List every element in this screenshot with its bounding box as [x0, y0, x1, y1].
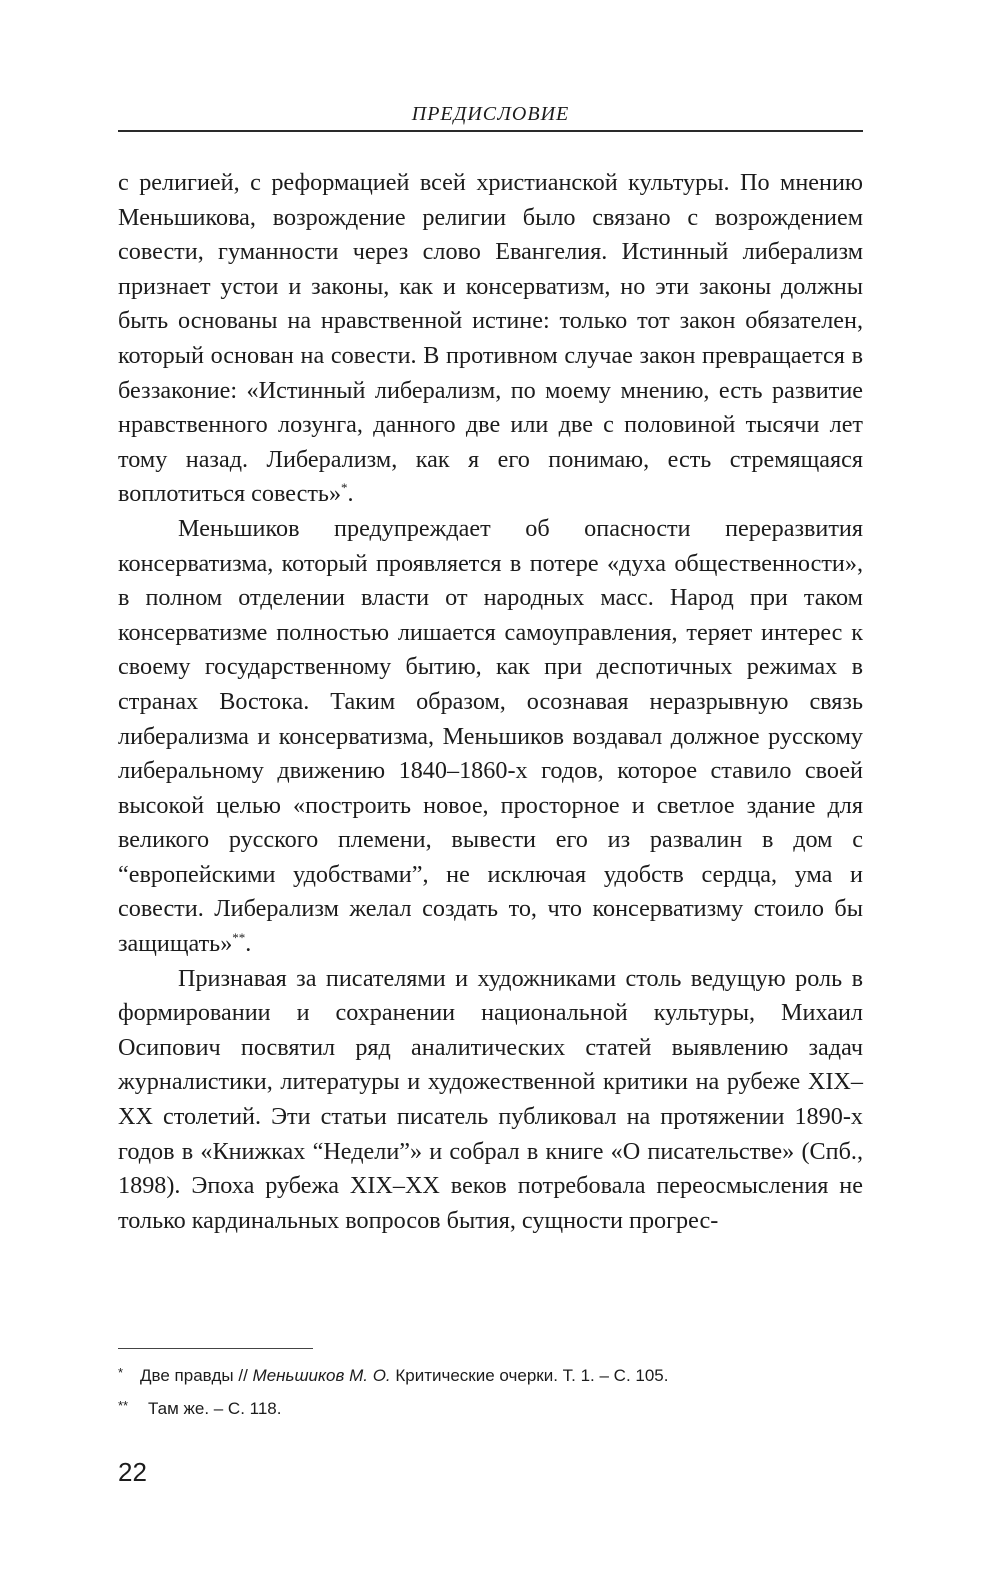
footnote-1-author: Меньшиков М. О.	[252, 1366, 391, 1385]
paragraph-3-text: Признавая за писателями и художниками столь ведущую роль в формировании и сохранении национальной культуры, Михаил Осипович посвятил ряд аналитических статей выявлению задач журналистики, литературы и художественной критики на рубеже XIX–XX столетий. Эти статьи писатель публиковал на протяжении 1890-х годов в «Книжках “Недели”» и собрал в книге «О писательстве» (Спб., 1898). Эпоха рубежа XIX–XX веков потребовала переосмысления не только кардинальных вопросов бытия, сущности прогрес-	[118, 964, 863, 1234]
footnote-2-text: Там же. – С. 118.	[148, 1399, 282, 1418]
paragraph-1-text: с религией, с реформацией всей христианской культуры. По мнению Меньшикова, возрождение религии было связано с возрождением совести, гуманности через слово Евангелия. Истинный либерализм признает устои и законы, как и консерватизм, но эти законы должны быть основаны на нравственной истине: только тот закон обязателен, который основан на совести. В противном случае закон превращается в беззаконие: «Истинный либерализм, по моему мнению, есть развитие нравственного лозунга, данного две или две с половиной тысячи лет тому назад. Либерализм, как я его понимаю, есть стремящаяся воплотиться совесть»	[118, 169, 863, 508]
footnote-2	[118, 1391, 863, 1424]
footnote-1-mark: *	[118, 1365, 124, 1380]
footnote-1-before: Две правды //	[140, 1366, 253, 1385]
paragraph-3	[118, 962, 863, 1239]
running-title: ПРЕДИСЛОВИЕ	[411, 103, 570, 125]
footnote-1-after: Критические очерки. Т. 1. – С. 105.	[390, 1366, 669, 1385]
footnotes	[118, 1358, 863, 1424]
footnote-separator	[118, 1348, 313, 1349]
footnote-ref-1[interactable]: *	[341, 480, 348, 496]
footnote-ref-2[interactable]: **	[232, 930, 246, 945]
main-text	[118, 166, 863, 1238]
paragraph-2: Меньшиков предупреждает об опасности переразвития консерватизма, который проявляется в потере «духа общественности», в полном отделении власти от народных масс. Народ при таком консерватизме полностью лишается самоуправления, теряет интерес к своему государственному бытию, как при деспотичных режимах в странах Востока. Таким образом, осознавая неразрывную связь либерализма и консерватизма, Меньшиков воздавал должное русскому либеральному движению 1840–1860-х годов, которое ставило своей высокой целью «построить новое, просторное и светлое здание для великого русского племени, вывести его из развалин в дом с “европейскими удобствами”, не исключая удобств сердца, ума и совести. Либерализм желал создать то, что консерватизму стоило бы защищать»**.	[118, 514, 863, 958]
paragraph-1: с религией, с реформацией всей христианской культуры. По мнению Меньшикова, возрождение религии было связано с возрождением совести, гуманности через слово Евангелия. Истинный либерализм признает устои и законы, как и консерватизм, но эти законы должны быть основаны на нравственной истине: только тот закон обязателен, который основан на совести. В противном случае закон превращается в беззаконие: «Истинный либерализм, по моему мнению, есть развитие нравственного лозунга, данного две или две с половиной тысячи лет тому назад. Либерализм, как я его понимаю, есть стремящаяся воплотиться совесть»*.	[118, 169, 863, 508]
paragraph-2-text: Меньшиков предупреждает об опасности переразвития консерватизма, который проявляется в потере «духа общественности», в полном отделении власти от народных масс. Народ при таком консерватизме полностью лишается самоуправления, теряет интерес к своему государственному бытию, как при деспотичных режимах в странах Востока. Таким образом, осознавая неразрывную связь либерализма и консерватизма, Меньшиков воздавал должное русскому либеральному движению 1840–1860-х годов, которое ставило своей высокой целью «построить новое, просторное и светлое здание для великого русского племени, вывести его из развалин в дом с “европейскими удобствами”, не исключая удобств сердца, ума и совести. Либерализм желал создать то, что консерватизму стоило бы защищать»	[118, 514, 863, 958]
footnote-1	[118, 1358, 863, 1391]
page-number: 22	[118, 1457, 147, 1487]
header-rule	[118, 130, 863, 132]
footnote-2-mark: **	[118, 1398, 129, 1413]
